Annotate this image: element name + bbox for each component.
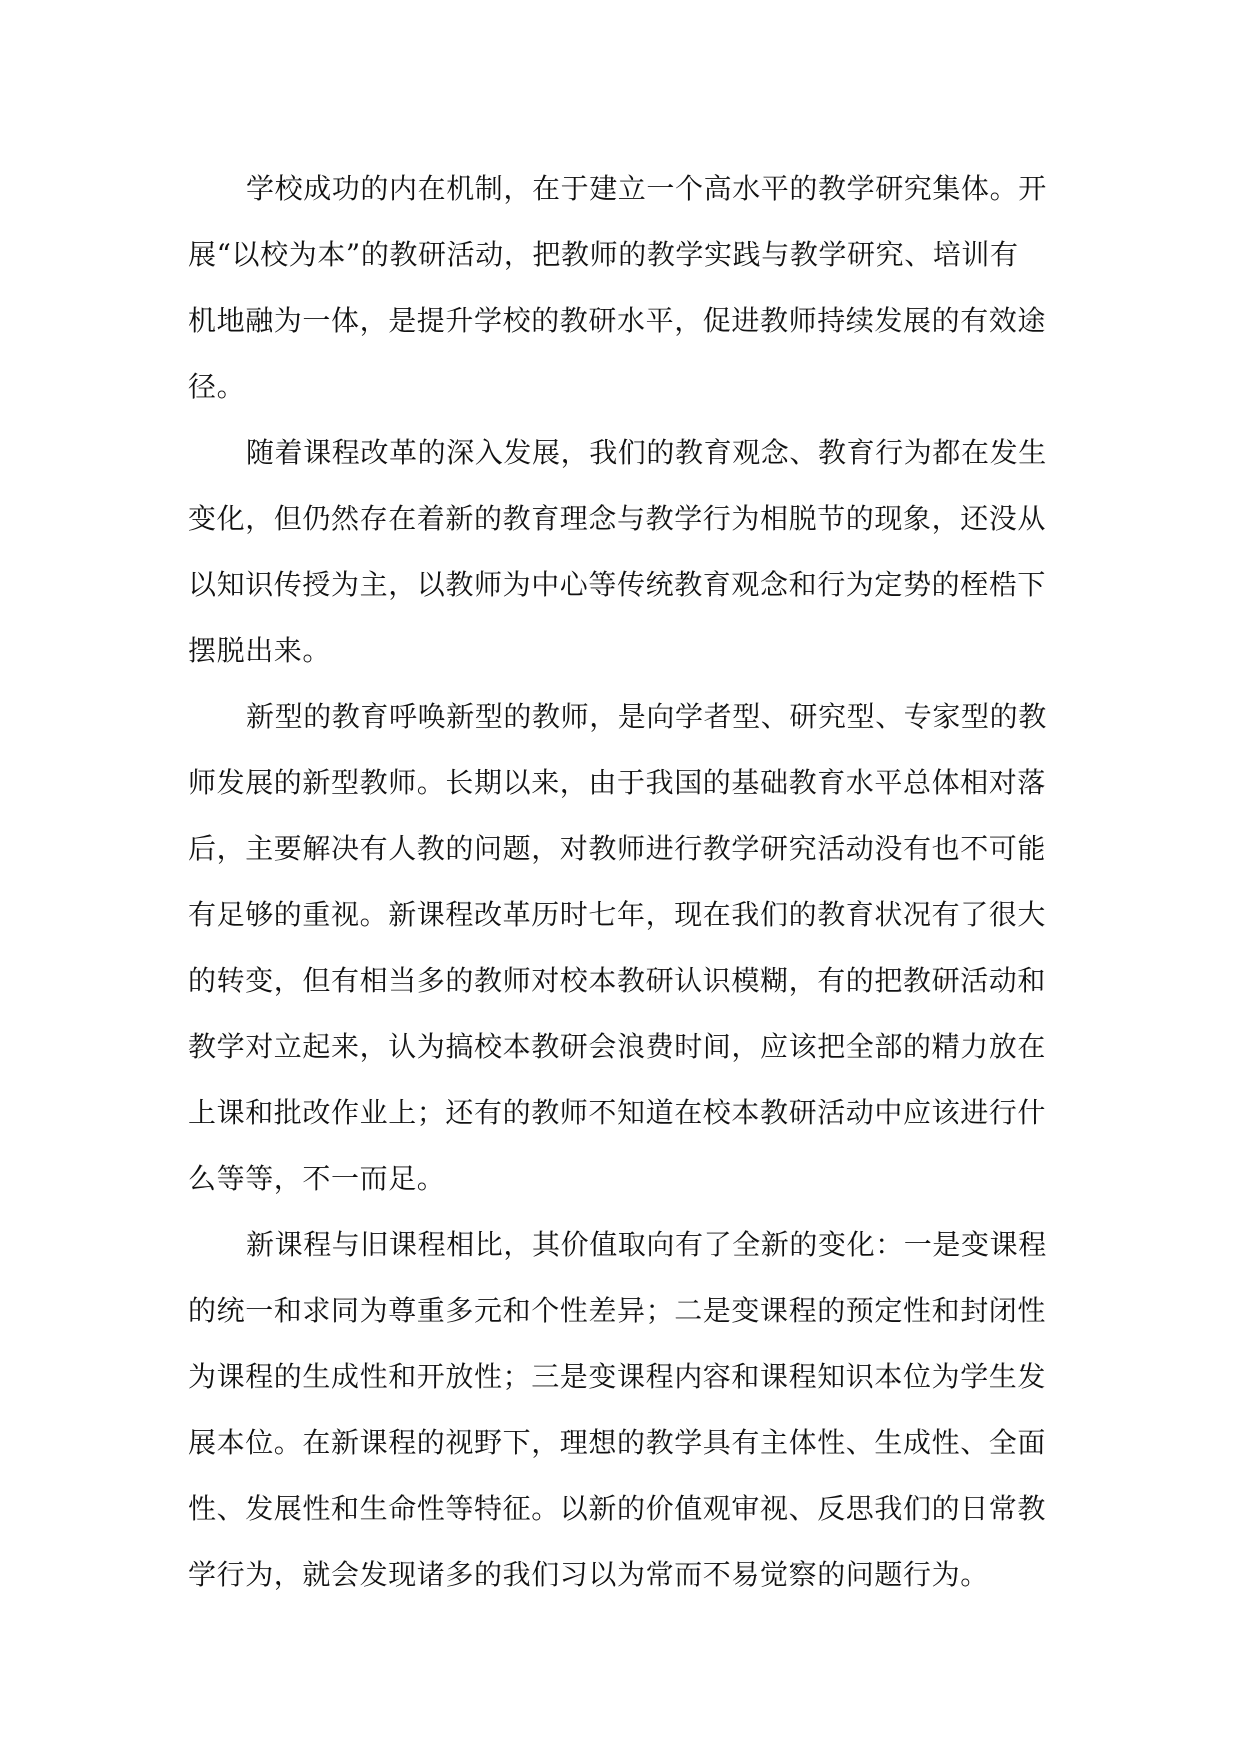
paragraph-3 [188,684,1054,1212]
paragraph-line: 展本位。在新课程的视野下，理想的教学具有主体性、生成性、全面 [188,1426,1047,1459]
paragraph-line: 后，主要解决有人教的问题，对教师进行教学研究活动没有也不可能 [188,832,1047,865]
paragraph-line: 机地融为一体，是提升学校的教研水平，促进教师持续发展的有效途 [188,304,1047,337]
paragraph-line: 径。 [188,370,246,403]
paragraph-line: 变化，但仍然存在着新的教育理念与教学行为相脱节的现象，还没从 [188,502,1047,535]
paragraph-line: 的转变，但有相当多的教师对校本教研认识模糊，有的把教研活动和 [188,964,1047,997]
paragraph-4 [188,1212,1054,1608]
paragraph-line: 新课程与旧课程相比，其价值取向有了全新的变化：一是变课程 [246,1228,1047,1261]
paragraph-line: 性、发展性和生命性等特征。以新的价值观审视、反思我们的日常教 [188,1492,1047,1525]
paragraph-line: 以知识传授为主，以教师为中心等传统教育观念和行为定势的桎梏下 [188,568,1047,601]
paragraph-1 [188,156,1054,420]
document-body [188,156,1054,1608]
paragraph-line: 新型的教育呼唤新型的教师，是向学者型、研究型、专家型的教 [246,700,1047,733]
paragraph-line: 为课程的生成性和开放性；三是变课程内容和课程知识本位为学生发 [188,1360,1047,1393]
paragraph-line: 随着课程改革的深入发展，我们的教育观念、教育行为都在发生 [246,436,1047,469]
paragraph-2 [188,420,1054,684]
paragraph-line: 上课和批改作业上；还有的教师不知道在校本教研活动中应该进行什 [188,1096,1047,1129]
paragraph-line: 师发展的新型教师。长期以来，由于我国的基础教育水平总体相对落 [188,766,1047,799]
paragraph-line: 展“以校为本”的教研活动，把教师的教学实践与教学研究、培训有 [188,238,1019,271]
paragraph-line: 教学对立起来，认为搞校本教研会浪费时间，应该把全部的精力放在 [188,1030,1047,1063]
paragraph-line: 摆脱出来。 [188,634,332,667]
paragraph-line: 学行为，就会发现诸多的我们习以为常而不易觉察的问题行为。 [188,1558,989,1591]
paragraph-line: 的统一和求同为尊重多元和个性差异；二是变课程的预定性和封闭性 [188,1294,1047,1327]
paragraph-line: 么等等，不一而足。 [188,1162,446,1195]
paragraph-line: 学校成功的内在机制，在于建立一个高水平的教学研究集体。开 [246,172,1047,205]
paragraph-line: 有足够的重视。新课程改革历时七年，现在我们的教育状况有了很大 [188,898,1047,931]
